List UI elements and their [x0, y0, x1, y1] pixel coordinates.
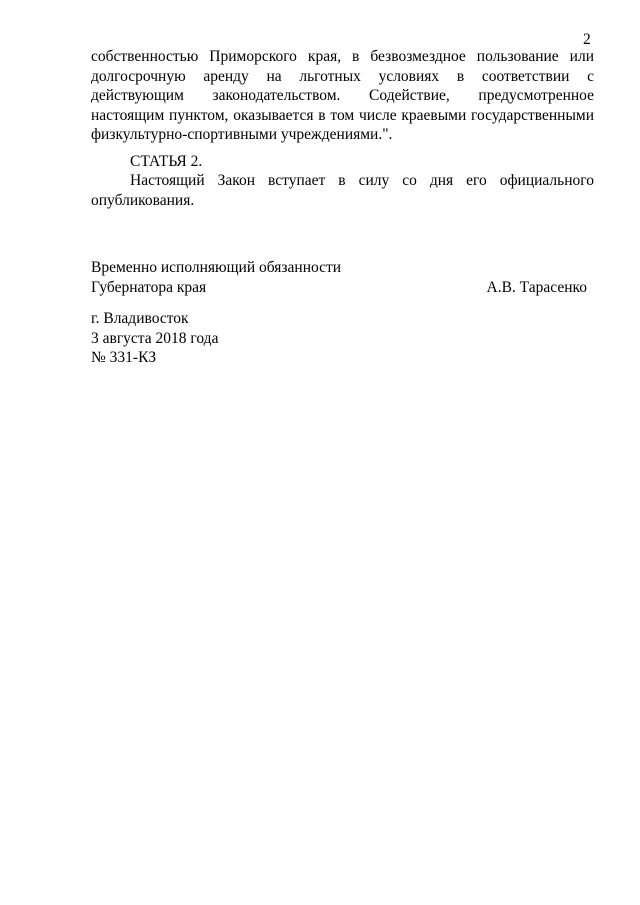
signature-block [91, 258, 594, 297]
article-text: Настоящий Закон вступает в силу со дня его официального опубликования. [91, 172, 594, 209]
place-date-block [91, 309, 218, 368]
date: 3 августа 2018 года [91, 329, 219, 347]
city: г. Владивосток [91, 310, 189, 327]
article-heading: СТАТЬЯ 2. [130, 153, 203, 170]
signature-title-line-2: Губернатора края [91, 278, 207, 296]
signatory-name: А.В. Тарасенко [486, 278, 587, 296]
paragraph-continuation: собственностью Приморского края, в безвозмездное пользование или долгосрочную аренду на льготных условиях в соответствии с действующим законодательством. Содействие, предусмотренное настоящим пунктом, оказывается в том числе краевыми государственными физкультурно-спортивными учреждениями.". [91, 48, 594, 143]
law-number: № 331-КЗ [91, 349, 157, 366]
signature-title-line-1: Временно исполняющий обязанности [91, 259, 342, 276]
signature-title-row [91, 278, 594, 298]
page-number: 2 [583, 31, 591, 48]
